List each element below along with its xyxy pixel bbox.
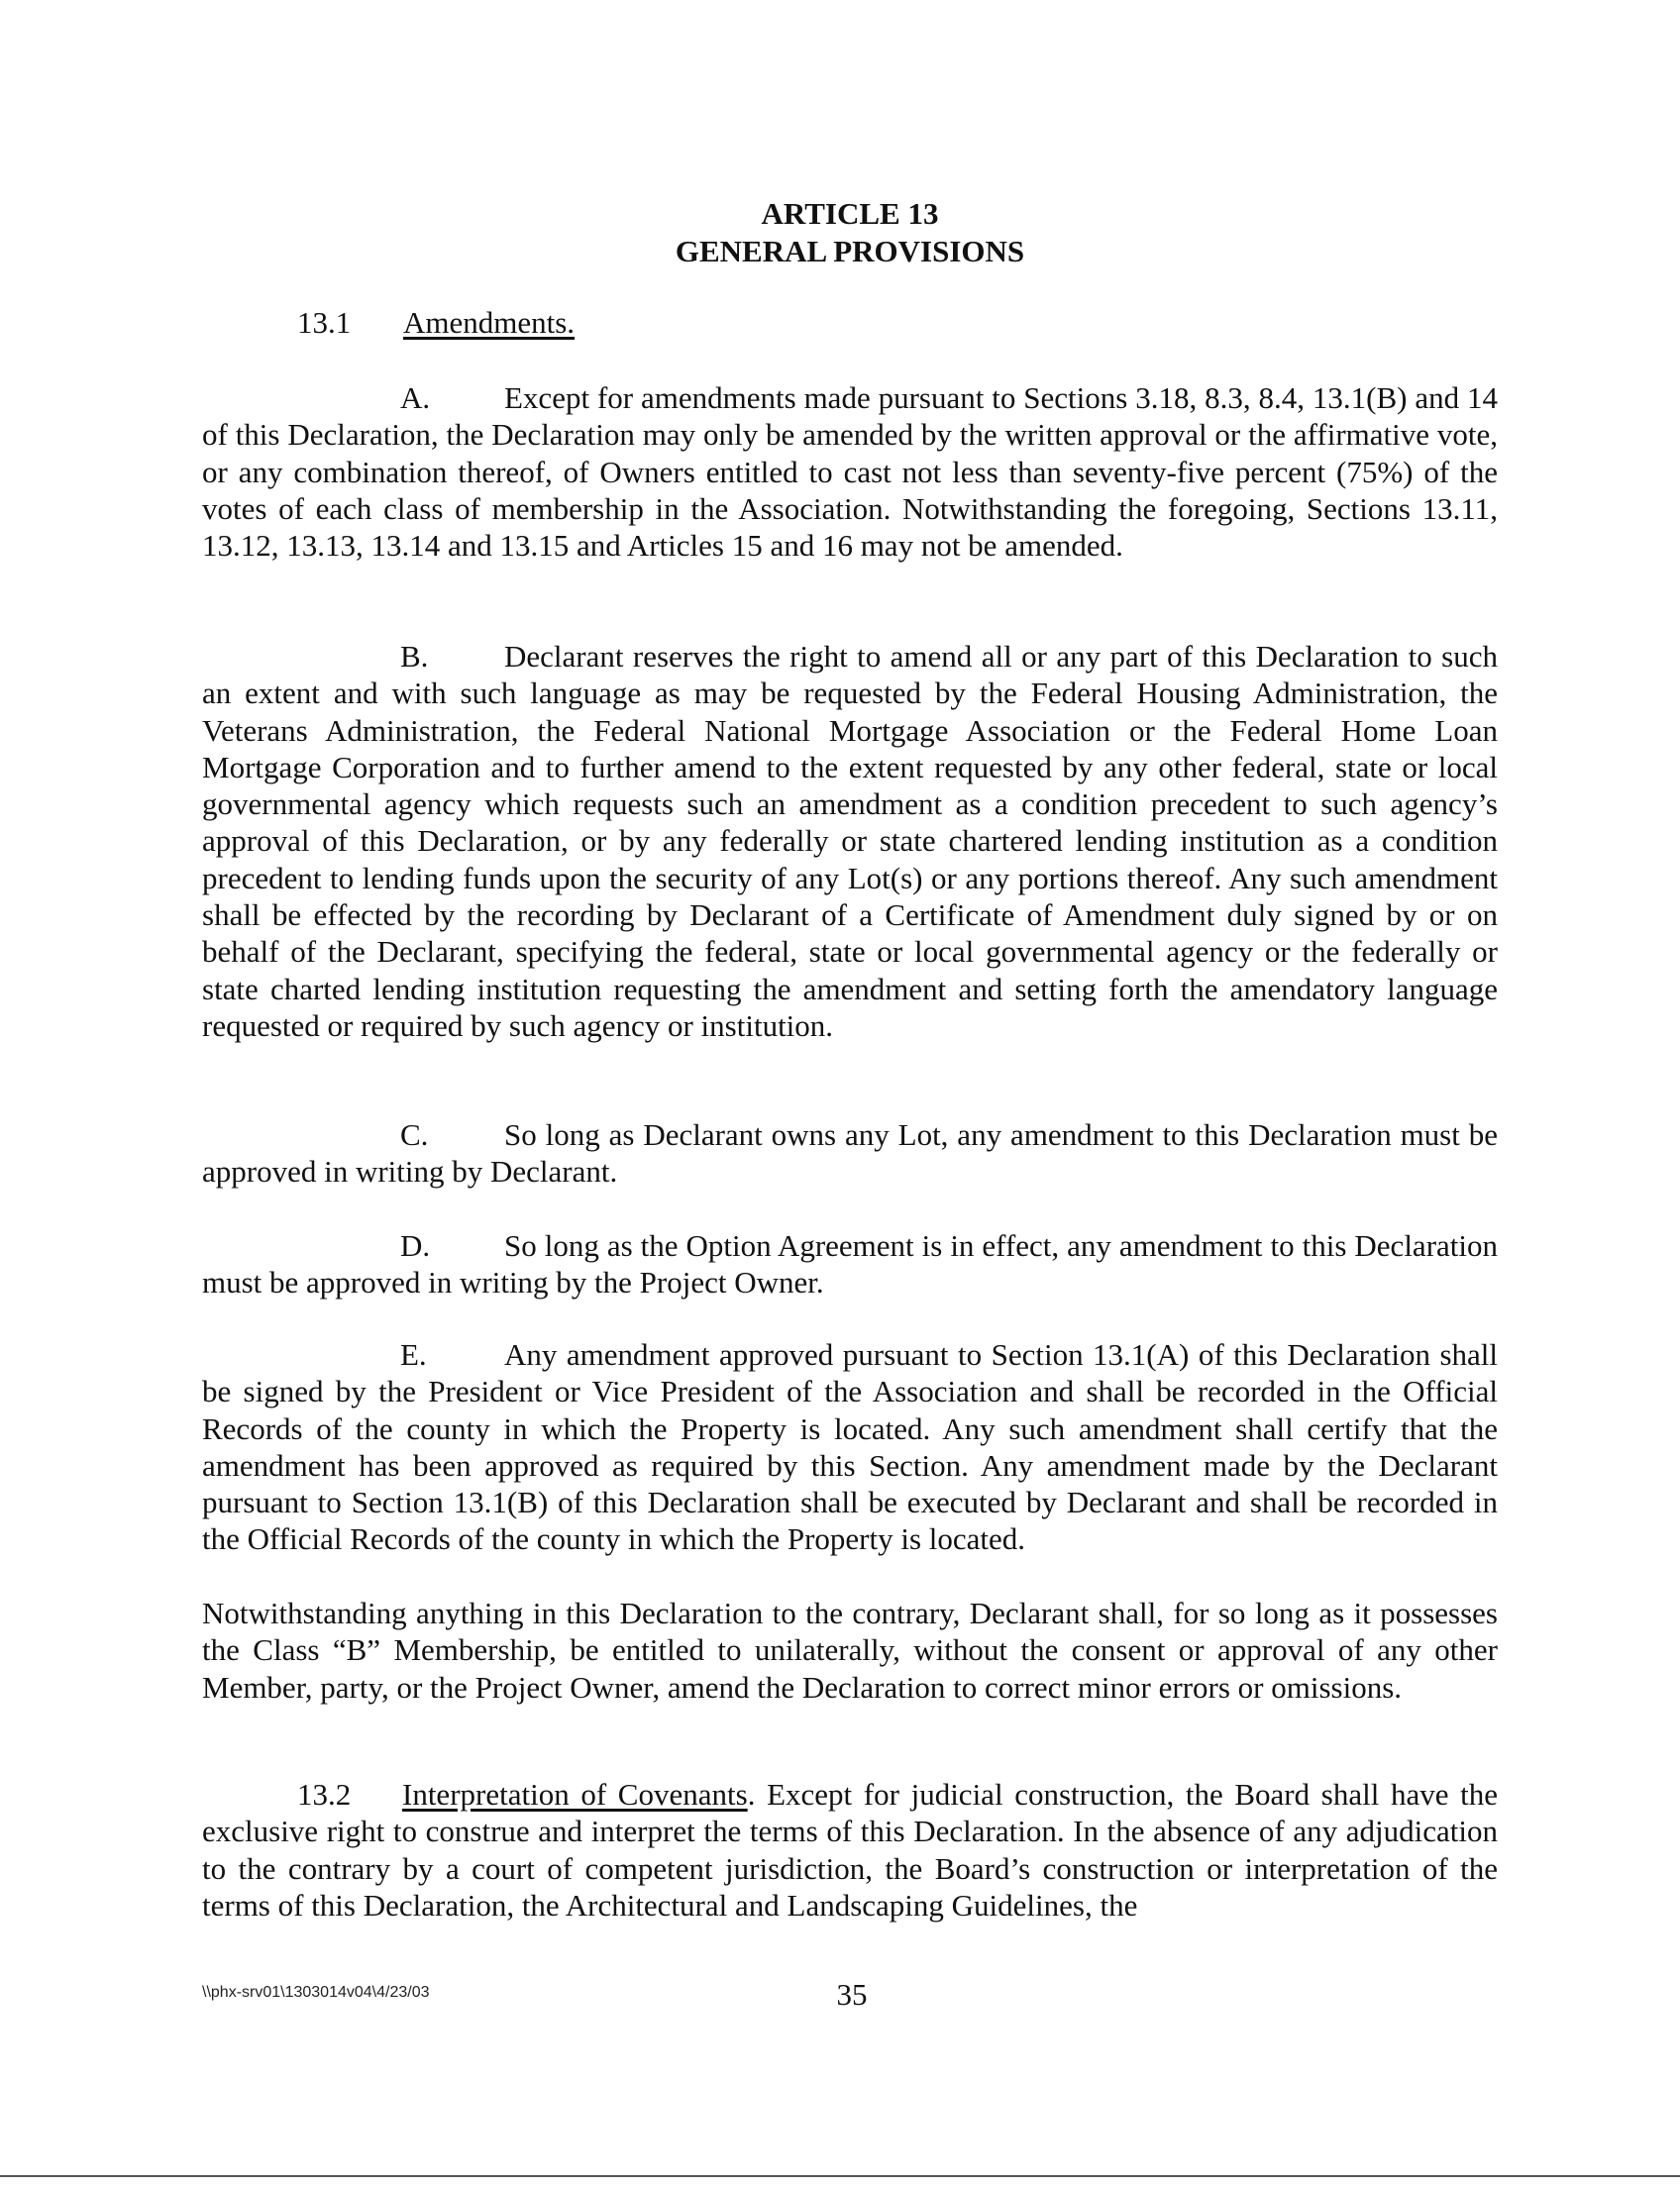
article-title: GENERAL PROVISIONS [675, 234, 1025, 268]
subsection-text: So long as Declarant owns any Lot, any amendment to this Declaration must be approved in writing by Declarant. [202, 1117, 1498, 1190]
page-number: 35 [836, 1977, 868, 2012]
subsection-b [202, 638, 1498, 1044]
section-13-2 [202, 1776, 1498, 1924]
subsection-label: E. [400, 1337, 427, 1372]
article-number: ARTICLE 13 [761, 196, 939, 231]
subsection-c [202, 1116, 1498, 1191]
notwithstanding-paragraph: Notwithstanding anything in this Declaration to the contrary, Declarant shall, for so long as it possesses the Class “B” Membership, be entitled to unilaterally, without the consent or approval of any other Member, party, or the Project Owner, amend the Declaration to correct minor errors or omissions. [202, 1596, 1498, 1705]
section-13-1-heading [297, 304, 575, 341]
section-13-2-number: 13.2 [297, 1777, 352, 1812]
section-13-2-text: . Except for judicial construction, the Board shall have the exclusive right to construe and interpret the terms of this Declaration. In the absence of any adjudication to the contrary by a court of competent jurisdiction, the Board’s construction or interpretation of the terms of this Declaration, the Architectural and Landscaping Guidelines, the [202, 1777, 1498, 1923]
subsection-d [202, 1227, 1498, 1302]
section-13-1-number: 13.1 [297, 305, 352, 340]
subsection-text: So long as the Option Agreement is in effect, any amendment to this Declaration must be approved in writing by the Project Owner. [202, 1228, 1498, 1301]
subsection-text: Any amendment approved pursuant to Section 13.1(A) of this Declaration shall be signed by the President or Vice President of the Association and shall be recorded in the Official Records of the county in which the Property is located. Any such amendment shall certify that the amendment has been approved as required by this Section. Any amendment made by the Declarant pursuant to Section 13.1(B) of this Declaration shall be executed by Declarant and shall be recorded in the Official Records of the county in which the Property is located. [202, 1337, 1498, 1557]
section-13-1-title: Amendments. [403, 305, 576, 340]
footer-doc-id: \\phx-srv01\1303014v04\4/23/03 [202, 1984, 430, 2001]
subsection-label: A. [400, 380, 431, 415]
subsection-label: C. [400, 1117, 429, 1152]
subsection-text: Except for amendments made pursuant to Sections 3.18, 8.3, 8.4, 13.1(B) and 14 of this Declaration, the Declaration may only be amended by the written approval or the affirmative vote, or any combination thereof, of Owners entitled to cast not less than seventy-five percent (75%) of the votes of each class of membership in the Association. Notwithstanding the foregoing, Sections 13.11, 13.12, 13.13, 13.14 and 13.15 and Articles 15 and 16 may not be amended. [202, 380, 1498, 564]
subsection-label: D. [400, 1228, 431, 1263]
subsection-e [202, 1336, 1498, 1558]
scan-edge-line [0, 2175, 1680, 2177]
subsection-a [202, 379, 1498, 564]
section-13-2-title: Interpretation of Covenants [402, 1777, 748, 1812]
subsection-label: B. [400, 639, 429, 674]
subsection-text: Declarant reserves the right to amend all or any part of this Declaration to such an extent and with such language as may be requested by the Federal Housing Administration, the Veterans Administration, the Federal National Mortgage Association or the Federal Home Loan Mortgage Corporation and to further amend to the extent requested by any other federal, state or local governmental agency which requests such an amendment as a condition precedent to such agency’s approval of this Declaration, or by any federally or state chartered lending institution as a condition precedent to lending funds upon the security of any Lot(s) or any portions thereof. Any such amendment shall be effected by the recording by Declarant of a Certificate of Amendment duly signed by or on behalf of the Declarant, specifying the federal, state or local governmental agency or the federally or state charted lending institution requesting the amendment and setting forth the amendatory language requested or required by such agency or institution. [202, 639, 1498, 1043]
